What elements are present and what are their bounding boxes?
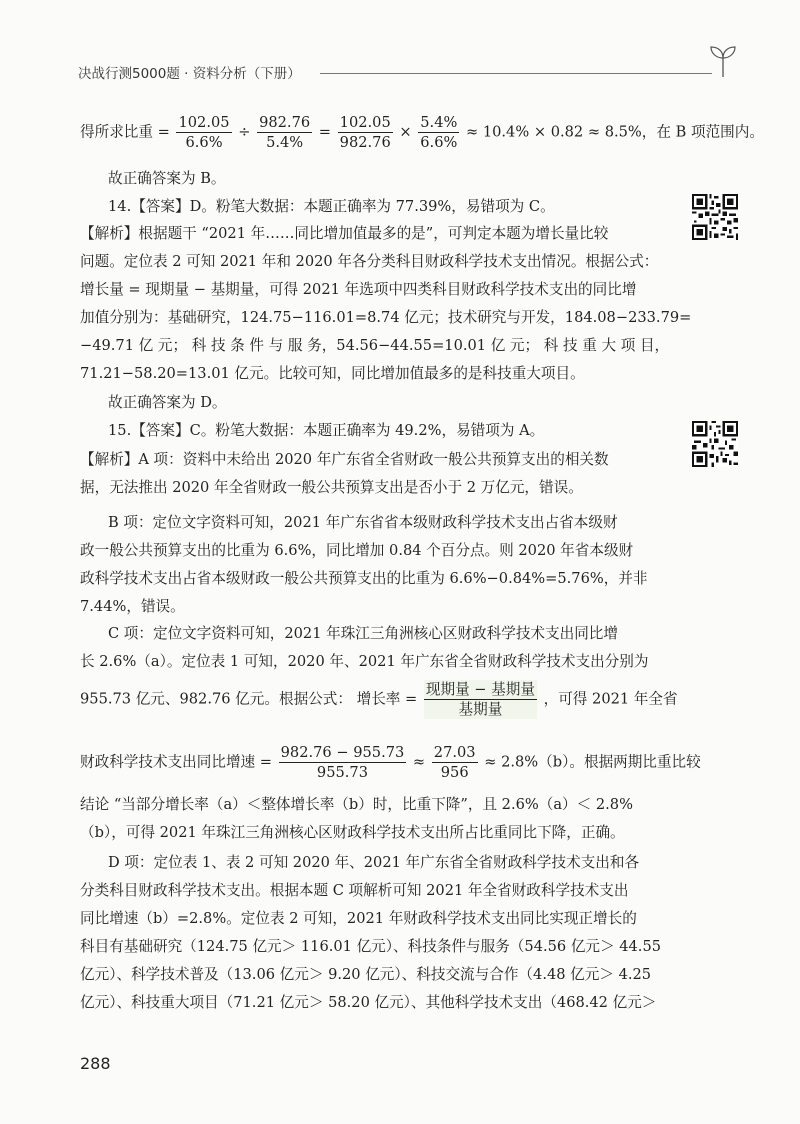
fraction: $\frac{982.76}{5.4\%}$ [259,114,311,151]
q14-analysis-line: 问题。定位表 2 可知 2021 年和 2020 年各分类科目财政科学技术支出情况。根据公式： [80,253,659,270]
q15-d-line: 亿元）、科学技术普及（13.06 亿元＞ 9.20 亿元）、科技交流与合作（4.48 亿元＞ 4.25 [80,966,652,983]
formula-line: 得所求比重 = $\frac{102.05}{6.6\%}$ ÷ $\frac{982.76}{5.4\%}$ = $\frac{102.05}{982.76}$ × $\frac{5.4\%}{6.6\%}$ ≈ 10.4% × 0.82 ≈ 8.5%，在 B 项范围内。 [80,114,764,151]
running-header [78,62,738,84]
page-number: 288 [80,1054,111,1073]
q13-conclusion: 故正确答案为 B。 [108,170,226,187]
qr-code-icon[interactable] [692,194,738,240]
q14-analysis-line: −49.71 亿 元； 科 技 条 件 与 服 务，54.56−44.55=10.01 亿 元； 科 技 重 大 项 目， [80,337,670,354]
q15-d-line: 同比增速（b）=2.8%。定位表 2 可知，2021 年财政科学技术支出同比实现正增长的 [80,910,637,927]
q15-c-line: 长 2.6%（a）。定位表 1 可知，2020 年、2021 年广东省全省财政科学技术支出分别为 [80,653,649,670]
q14-answer: 14.【答案】D。粉笔大数据：本题正确率为 77.39%，易错项为 C。 [108,198,555,215]
q15-b-line: B 项：定位文字资料可知，2021 年广东省省本级财政科学技术支出占省本级财 [108,514,618,531]
q15-c-tail-line: （b），可得 2021 年珠江三角洲核心区财政科学技术支出所占比重同比下降，正确。 [80,824,625,841]
q15-b-line: 政一般公共预算支出的比重为 6.6%，同比增加 0.84 个百分点。则 2020 年省本级财 [80,542,634,559]
q14-analysis-line: 71.21−58.20=13.01 亿元。比较可知，同比增加值最多的是科技重大项目。 [80,365,585,382]
c-formula-line: 财政科学技术支出同比增速 = $\frac{982.76 - 955.73}{955.73}$ ≈ $\frac{27.03}{956}$ ≈ 2.8%（b）。根据两期比重比较 [80,744,701,781]
q15-b-line: 7.44%，错误。 [80,598,185,615]
qr-code-icon[interactable] [692,421,738,467]
fraction: $\frac{5.4\%}{6.6\%}$ [420,114,458,151]
q15-d-line: 科目有基础研究（124.75 亿元＞ 116.01 亿元）、科技条件与服务（54.56 亿元＞ 44.55 [80,938,662,955]
q15-c-line: C 项：定位文字资料可知，2021 年珠江三角洲核心区财政科学技术支出同比增 [108,625,618,642]
q14-analysis-line: 加值分别为：基础研究，124.75−116.01=8.74 亿元；技术研究与开发，184.08−233.79= [80,309,692,326]
fraction: $\frac{27.03}{956}$ [433,744,476,781]
q14-analysis-line: 【解析】根据题干 “2021 年……同比增加值最多的是”，可判定本题为增长量比较 [80,225,609,242]
q15-d-line: D 项：定位表 1、表 2 可知 2020 年、2021 年广东省全省财政科学技术支出和各 [108,854,640,871]
formula-result: ≈ 10.4% × 0.82 ≈ 8.5%，在 B 项范围内。 [465,123,764,141]
q15-d-line: 亿元）、科技重大项目（71.21 亿元＞ 58.20 亿元）、其他科学技术支出（468.42 亿元＞ [80,994,657,1011]
header-rule [320,73,712,74]
q15-b-line: 政科学技术支出占省本级财政一般公共预算支出的比重为 6.6%−0.84%=5.76%，并非 [80,570,648,587]
c-formula-line: 955.73 亿元、982.76 亿元。根据公式： 增长率 = $\frac{\text{现期量 − 基期量}}{\text{基期量}}$ ，可得 2021 年全省 [80,681,678,718]
q15-a-line: 【解析】A 项：资料中未给出 2020 年广东省全省财政一般公共预算支出的相关数 [80,451,609,468]
q14-conclusion: 故正确答案为 D。 [108,394,227,411]
q15-answer: 15.【答案】C。粉笔大数据：本题正确率为 49.2%，易错项为 A。 [108,422,545,439]
q15-c-tail-line: 结论 “当部分增长率（a）＜整体增长率（b）时，比重下降”，且 2.6%（a）＜ 2.8% [80,796,633,813]
formula-prefix: 得所求比重 = [80,123,170,141]
fraction: $\frac{102.05}{6.6\%}$ [178,114,230,151]
q14-analysis-line: 增长量 = 现期量 − 基期量，可得 2021 年选项中四类科目财政科学技术支出的同比增 [80,281,637,298]
q15-d-line: 分类科目财政科学技术支出。根据本题 C 项解析可知 2021 年全省财政科学技术支出 [80,882,629,899]
growth-rate-fraction: $\frac{\text{现期量 − 基期量}}{\text{基期量}}$ [425,681,535,718]
sprout-icon [708,44,738,78]
header-title: 决战行测5000题 · 资料分析（下册） [78,66,301,82]
q15-a-line: 据，无法推出 2020 年全省财政一般公共预算支出是否小于 2 万亿元，错误。 [80,479,583,496]
fraction: $\frac{982.76 - 955.73}{955.73}$ [280,744,405,781]
fraction: $\frac{102.05}{982.76}$ [339,114,391,151]
